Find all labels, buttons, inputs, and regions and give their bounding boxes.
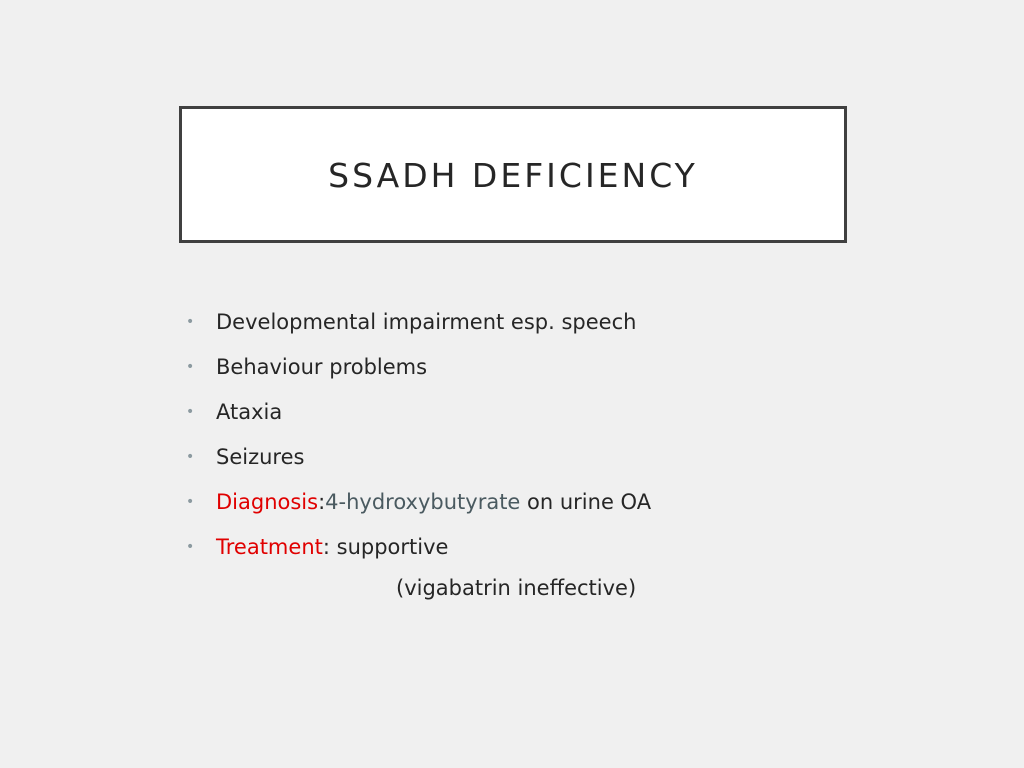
list-item (186, 389, 651, 434)
treatment-label: Treatment (216, 534, 323, 559)
bullet-icon: • (186, 358, 195, 375)
bullet-list (186, 299, 651, 569)
bullet-icon: • (186, 403, 195, 420)
separator: : (318, 489, 326, 514)
bullet-icon: • (186, 313, 195, 330)
bullet-text: Seizures (216, 444, 305, 469)
bullet-text: Ataxia (216, 399, 283, 424)
diagnosis-marker: 4-hydroxybutyrate (325, 489, 521, 514)
slide-title: SSADH DEFICIENCY (328, 156, 698, 195)
diagnosis-label: Diagnosis (216, 489, 319, 514)
bullet-icon: • (186, 493, 195, 510)
treatment-rest: supportive (336, 534, 449, 559)
list-item (186, 434, 651, 479)
treatment-note: (vigabatrin ineffective) (396, 576, 637, 600)
list-item-treatment (186, 524, 651, 569)
bullet-text: Behaviour problems (216, 354, 428, 379)
bullet-icon: • (186, 538, 195, 555)
diagnosis-rest: on urine OA (520, 489, 652, 514)
list-item-diagnosis (186, 479, 651, 524)
title-box (179, 106, 847, 243)
separator: : (322, 534, 337, 559)
bullet-icon: • (186, 448, 195, 465)
list-item (186, 299, 651, 344)
bullet-text: Developmental impairment esp. speech (216, 309, 637, 334)
list-item (186, 344, 651, 389)
